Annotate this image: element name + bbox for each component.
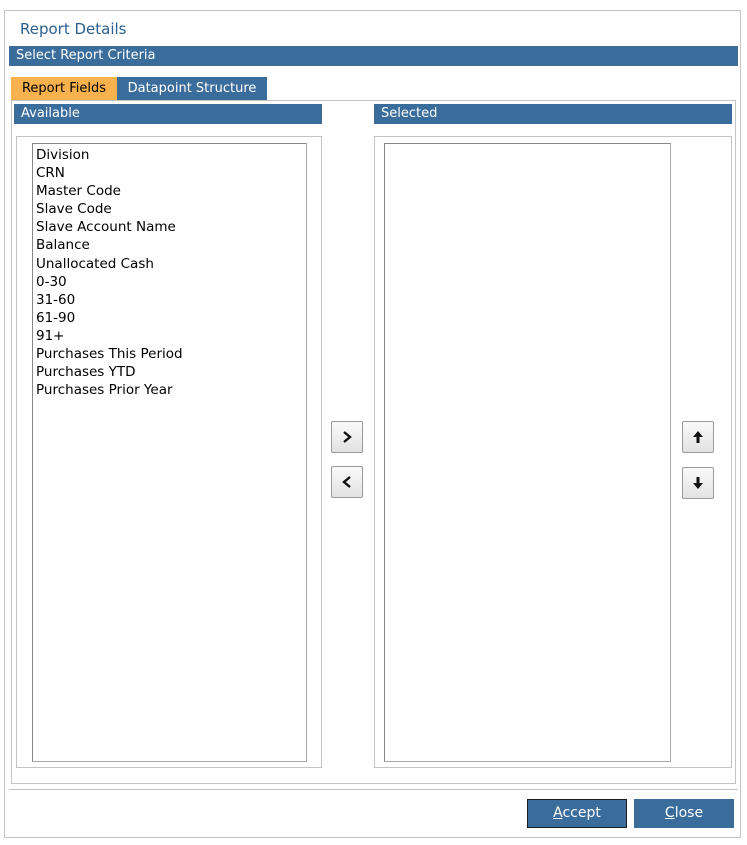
list-item[interactable]: Purchases YTD — [36, 364, 136, 381]
dialog-title: Report Details — [20, 20, 127, 38]
selected-header: Selected — [374, 104, 732, 124]
list-item[interactable]: Purchases Prior Year — [36, 382, 173, 399]
arrow-down-icon — [692, 476, 704, 490]
list-item[interactable]: Division — [36, 147, 90, 163]
move-down-button[interactable] — [682, 467, 714, 499]
available-fields-list[interactable] — [32, 143, 307, 762]
list-item[interactable]: Slave Account Name — [36, 219, 176, 236]
remove-field-button[interactable] — [331, 466, 363, 498]
move-up-button[interactable] — [682, 421, 714, 453]
accept-mnemonic: A — [553, 805, 563, 821]
close-mnemonic: C — [664, 805, 675, 821]
report-fields-panel — [11, 100, 736, 784]
available-frame — [16, 136, 322, 768]
selected-frame — [374, 136, 732, 768]
criteria-section-header: Select Report Criteria — [9, 46, 738, 66]
list-item[interactable]: Unallocated Cash — [36, 255, 154, 272]
list-item[interactable]: Slave Code — [36, 201, 112, 218]
list-item[interactable]: Balance — [36, 237, 90, 254]
report-details-dialog — [4, 10, 741, 838]
chevron-left-icon — [342, 476, 352, 488]
list-item[interactable]: 61-90 — [36, 309, 76, 326]
list-item[interactable]: 0-30 — [36, 273, 67, 290]
close-button[interactable] — [634, 799, 734, 828]
footer-divider — [9, 789, 738, 790]
arrow-up-icon — [692, 430, 704, 444]
accept-button[interactable] — [527, 799, 627, 828]
chevron-right-icon — [342, 431, 352, 443]
list-item[interactable]: 91+ — [36, 327, 65, 344]
close-label: lose — [674, 805, 704, 821]
tab-report-fields[interactable]: Report Fields — [11, 77, 117, 100]
list-item[interactable]: Purchases This Period — [36, 346, 183, 363]
tab-datapoint-structure[interactable]: Datapoint Structure — [117, 77, 267, 100]
list-item[interactable]: 31-60 — [36, 291, 76, 308]
selected-fields-list[interactable] — [384, 143, 671, 762]
list-item[interactable]: CRN — [36, 165, 65, 182]
accept-label: ccept — [562, 805, 601, 821]
add-field-button[interactable] — [331, 421, 363, 453]
list-item[interactable]: Master Code — [36, 183, 121, 200]
available-header: Available — [14, 104, 322, 124]
